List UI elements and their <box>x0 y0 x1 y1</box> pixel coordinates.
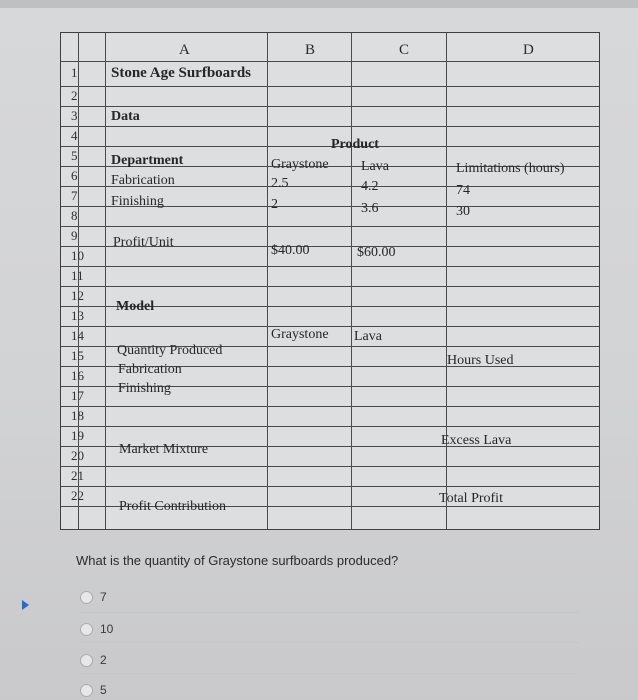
radio-button[interactable] <box>80 654 93 667</box>
profit-graystone-cell[interactable]: $40.00 <box>271 243 310 258</box>
row-divider <box>61 86 599 87</box>
row-number: 3 <box>71 108 78 123</box>
fab-lava-cell[interactable]: 4.2 <box>361 179 379 194</box>
profit-lava-cell[interactable]: $60.00 <box>357 245 396 260</box>
fin-lava-cell[interactable]: 3.6 <box>361 201 379 216</box>
col-header-c: C <box>399 42 410 58</box>
lava-header: Lava <box>361 159 389 174</box>
row-divider <box>61 326 599 327</box>
row-divider <box>61 466 599 467</box>
market-mixture-label: Market Mixture <box>119 442 209 457</box>
row-number: 8 <box>71 208 78 223</box>
fin-graystone-cell[interactable]: 2 <box>271 197 278 212</box>
sheet-title: Stone Age Surfboards <box>111 65 252 81</box>
radio-button[interactable] <box>80 591 93 604</box>
row-number: 19 <box>71 428 84 443</box>
row-number: 5 <box>71 148 78 163</box>
question-text: What is the quantity of Graystone surfboards produced? <box>76 553 399 568</box>
answer-label: 5 <box>100 683 107 697</box>
radio-button[interactable] <box>80 623 93 636</box>
model-lava: Lava <box>354 329 382 344</box>
divider <box>80 612 580 613</box>
model-graystone: Graystone <box>271 327 329 342</box>
row-number: 6 <box>71 168 78 183</box>
fin-limit-cell[interactable]: 30 <box>456 204 470 219</box>
spreadsheet <box>60 32 600 530</box>
row-divider <box>61 426 599 427</box>
row-number: 4 <box>71 128 78 143</box>
col-divider <box>267 33 268 529</box>
hours-used-label: Hours Used <box>447 353 514 368</box>
col-divider <box>351 33 352 529</box>
row-divider <box>61 486 599 487</box>
fab-limit-cell[interactable]: 74 <box>456 183 470 198</box>
finishing-label: Finishing <box>111 194 164 209</box>
row-divider <box>61 406 599 407</box>
play-icon[interactable] <box>22 600 29 610</box>
model-label: Model <box>116 299 155 314</box>
limitations-header: Limitations (hours) <box>456 161 565 176</box>
fabrication-label: Fabrication <box>111 173 175 188</box>
row-number: 15 <box>71 348 84 363</box>
row-number: 7 <box>71 188 78 203</box>
row-number: 22 <box>71 488 84 503</box>
row-divider <box>61 286 599 287</box>
row-number: 16 <box>71 368 84 383</box>
row-number: 20 <box>71 448 84 463</box>
col-header-a: A <box>179 42 190 58</box>
graystone-header: Graystone <box>271 157 329 172</box>
row-number: 13 <box>71 308 84 323</box>
row-number: 12 <box>71 288 84 303</box>
row-number: 17 <box>71 388 84 403</box>
row-number: 14 <box>71 328 84 343</box>
answer-label: 7 <box>100 590 107 604</box>
row-divider <box>61 106 599 107</box>
col-header-b: B <box>305 42 316 58</box>
fabrication2-label: Fabrication <box>118 362 182 377</box>
col-divider <box>105 33 106 529</box>
finishing2-label: Finishing <box>118 381 171 396</box>
divider <box>80 673 580 674</box>
col-header-d: D <box>523 42 534 58</box>
row-number: 2 <box>71 88 78 103</box>
row-divider <box>61 61 599 62</box>
row-divider <box>61 226 599 227</box>
excess-lava-label: Excess Lava <box>441 433 512 448</box>
divider <box>80 642 580 643</box>
row-number: 1 <box>71 65 78 80</box>
data-label: Data <box>111 109 140 124</box>
row-number: 10 <box>71 248 84 263</box>
row-number: 11 <box>71 268 84 283</box>
top-strip <box>0 0 638 8</box>
profit-contribution-label: Profit Contribution <box>119 499 226 514</box>
row-divider <box>61 266 599 267</box>
radio-button[interactable] <box>80 684 93 697</box>
department-label: Department <box>111 153 184 168</box>
answer-label: 10 <box>100 622 114 636</box>
col-divider <box>446 33 447 529</box>
row-number: 9 <box>71 228 78 243</box>
row-number: 21 <box>71 468 84 483</box>
row-divider <box>61 126 599 127</box>
row-divider <box>61 146 599 147</box>
product-label: Product <box>331 137 379 152</box>
quantity-produced-label: Quantity Produced <box>117 343 223 358</box>
profit-unit-label: Profit/Unit <box>113 235 174 250</box>
answer-label: 2 <box>100 653 107 667</box>
row-number: 18 <box>71 408 84 423</box>
total-profit-label: Total Profit <box>439 491 503 506</box>
fab-graystone-cell[interactable]: 2.5 <box>271 176 289 191</box>
